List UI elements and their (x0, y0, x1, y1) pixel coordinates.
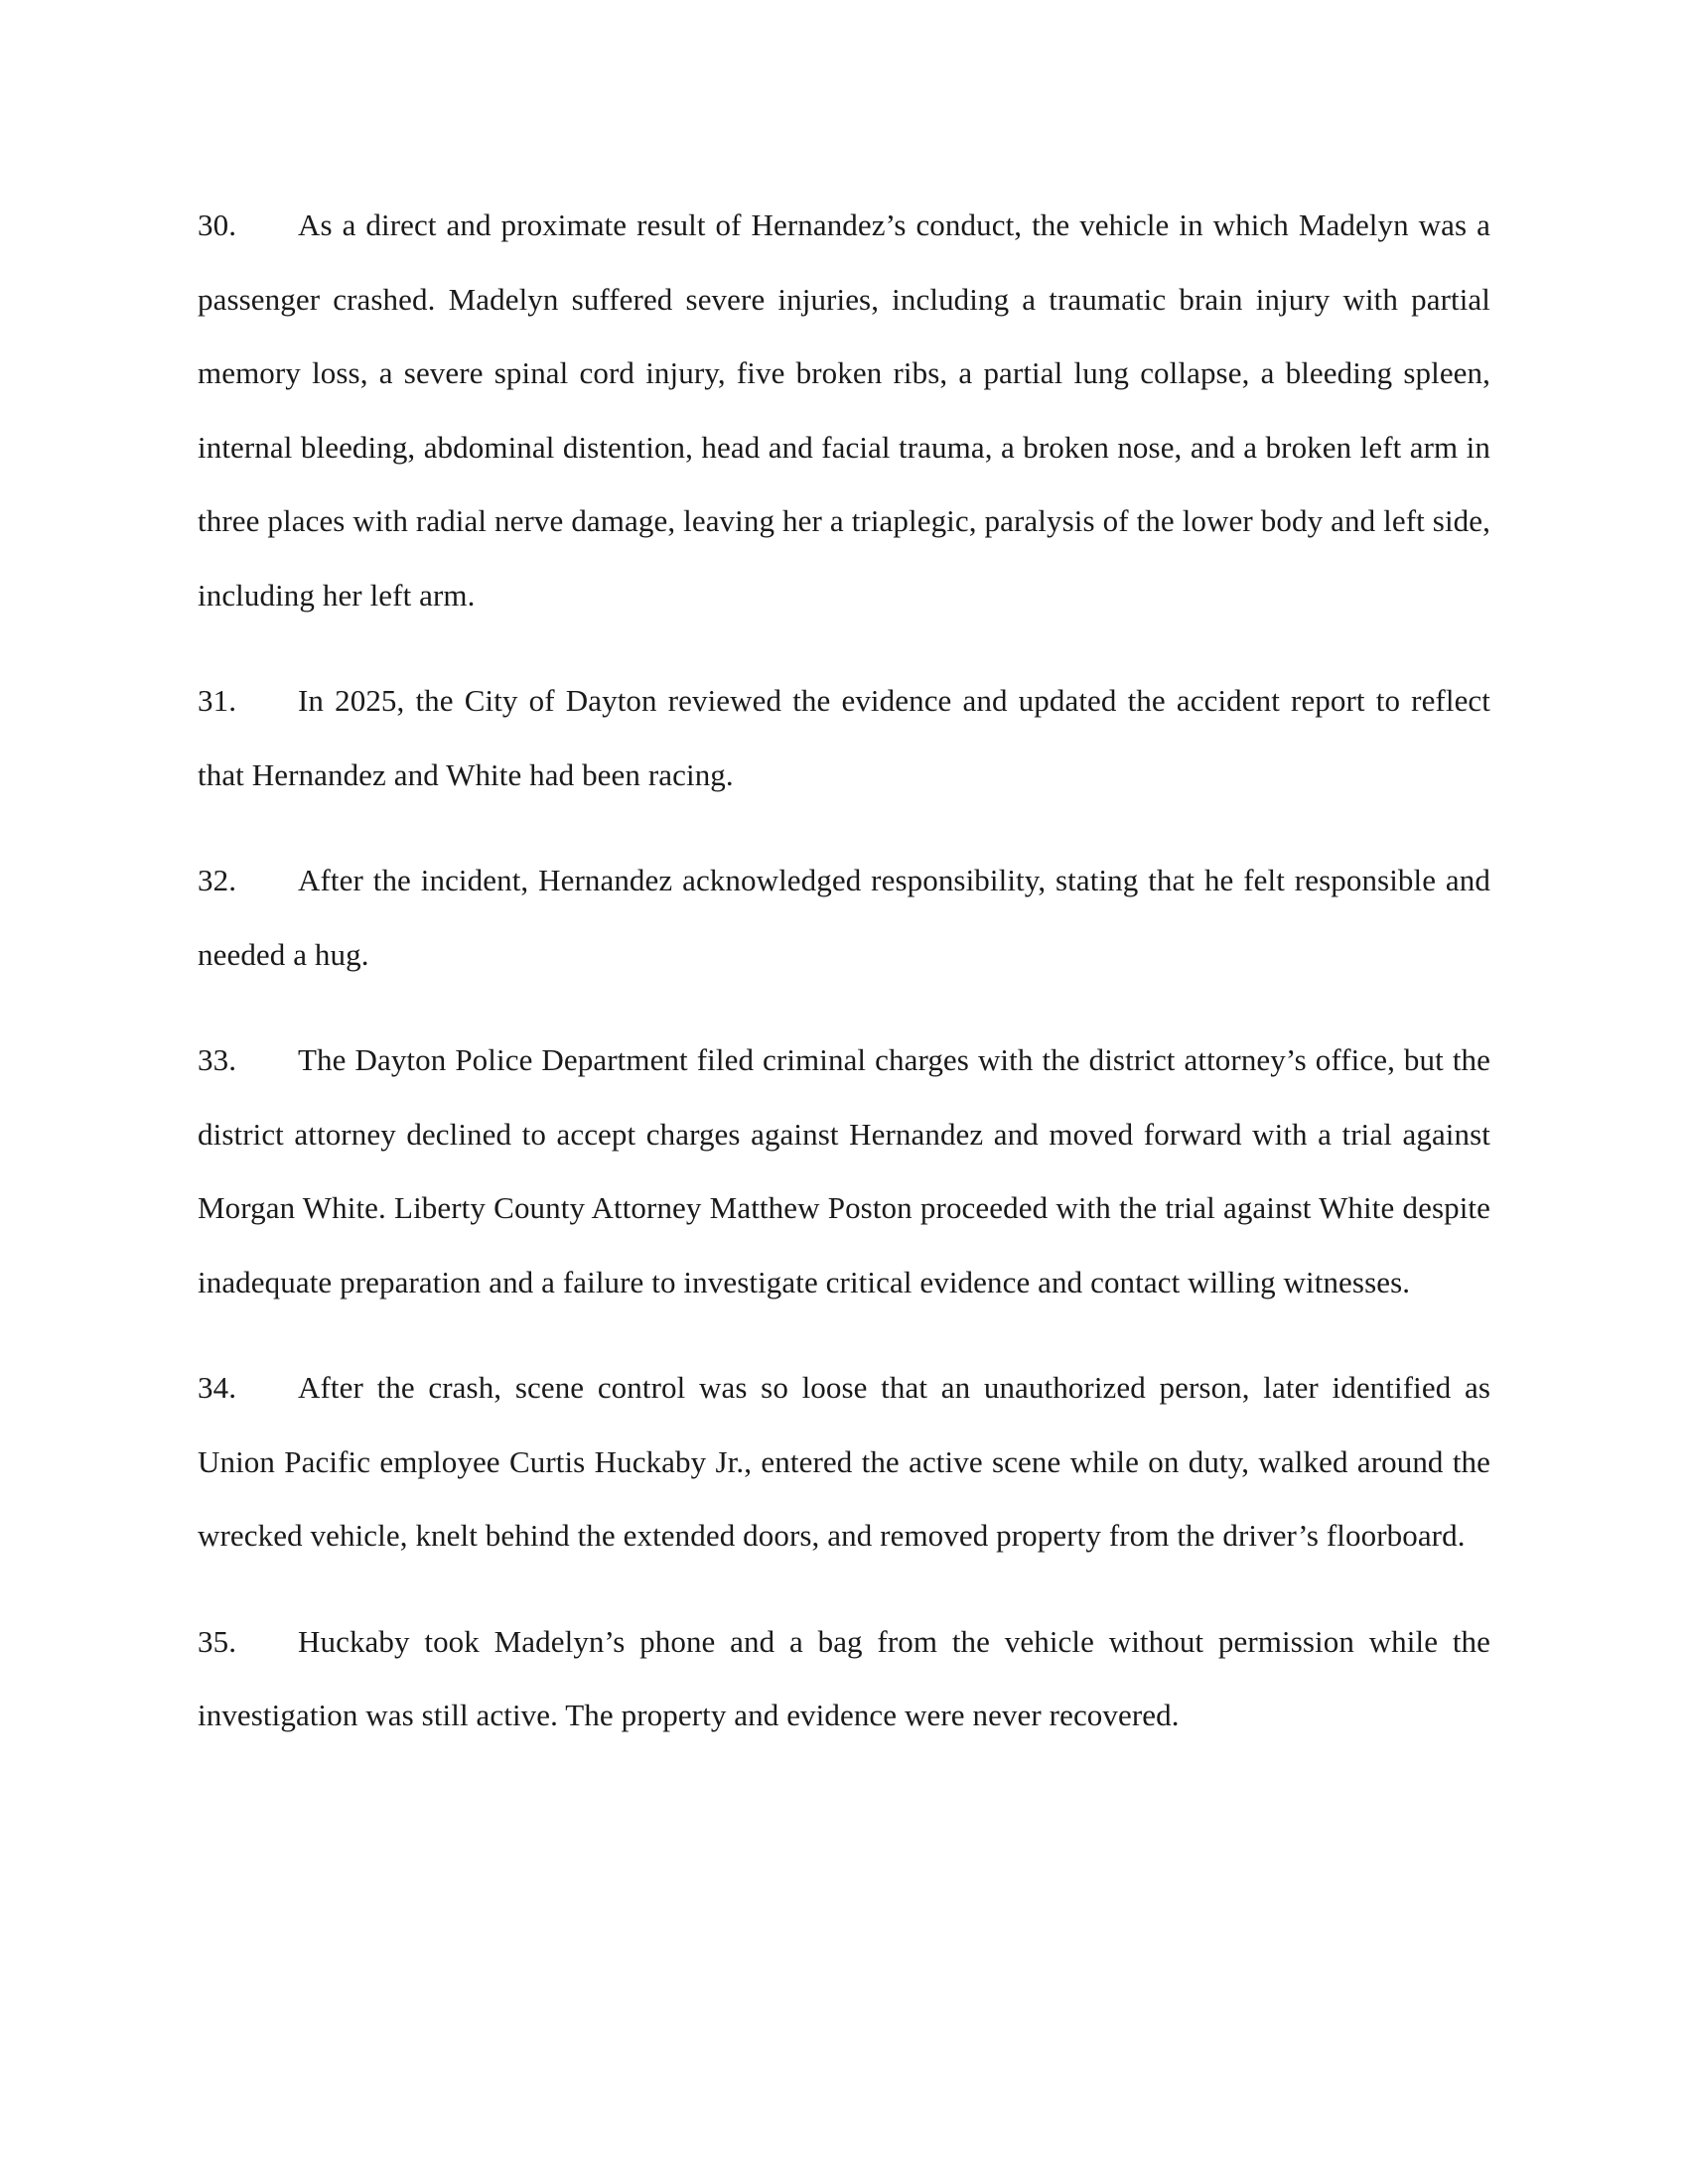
paragraph-number: 33. (198, 1042, 237, 1077)
paragraph-number: 35. (198, 1623, 237, 1659)
paragraph-number: 32. (198, 863, 237, 897)
paragraph-text: After the incident, Hernandez acknowledged responsibility, stating that he felt responsible and needed a hug. (198, 863, 1490, 972)
paragraph-30 (198, 189, 1490, 632)
paragraph-35 (198, 1605, 1490, 1753)
paragraph-31 (198, 664, 1490, 812)
paragraph-number: 34. (198, 1370, 237, 1405)
paragraph-32 (198, 844, 1490, 992)
paragraph-text: Huckaby took Madelyn’s phone and a bag from the vehicle without permission while the investigation was still active. The property and evidence were never recovered. (198, 1623, 1490, 1732)
paragraph-33 (198, 1024, 1490, 1319)
paragraph-text: After the crash, scene control was so loose that an unauthorized person, later identified as Union Pacific employee Curtis Huckaby Jr., entered the active scene while on duty, walked around the wrecked vehicle, knelt behind the extended doors, and removed property from the driver’s floorboard. (198, 1370, 1490, 1553)
paragraph-text: As a direct and proximate result of Hernandez’s conduct, the vehicle in which Madelyn was a passenger crashed. Madelyn suffered severe injuries, including a traumatic brain injury with partial memory loss, a severe spinal cord injury, five broken ribs, a partial lung collapse, a bleeding spleen, internal bleeding, abdominal distention, head and facial trauma, a broken nose, and a broken left arm in three places with radial nerve damage, leaving her a triaplegic, paralysis of the lower body and left side, including her left arm. (198, 207, 1490, 613)
paragraph-34 (198, 1351, 1490, 1573)
paragraph-text: The Dayton Police Department filed criminal charges with the district attorney’s office, but the district attorney declined to accept charges against Hernandez and moved forward with a trial against Morgan White. Liberty County Attorney Matthew Poston proceeded with the trial against White despite inadequate preparation and a failure to investigate critical evidence and contact willing witnesses. (198, 1042, 1490, 1299)
paragraph-number: 31. (198, 683, 237, 718)
document-body (198, 189, 1490, 1785)
paragraph-text: In 2025, the City of Dayton reviewed the evidence and updated the accident report to reflect that Hernandez and White had been racing. (198, 683, 1490, 792)
paragraph-number: 30. (198, 207, 237, 242)
